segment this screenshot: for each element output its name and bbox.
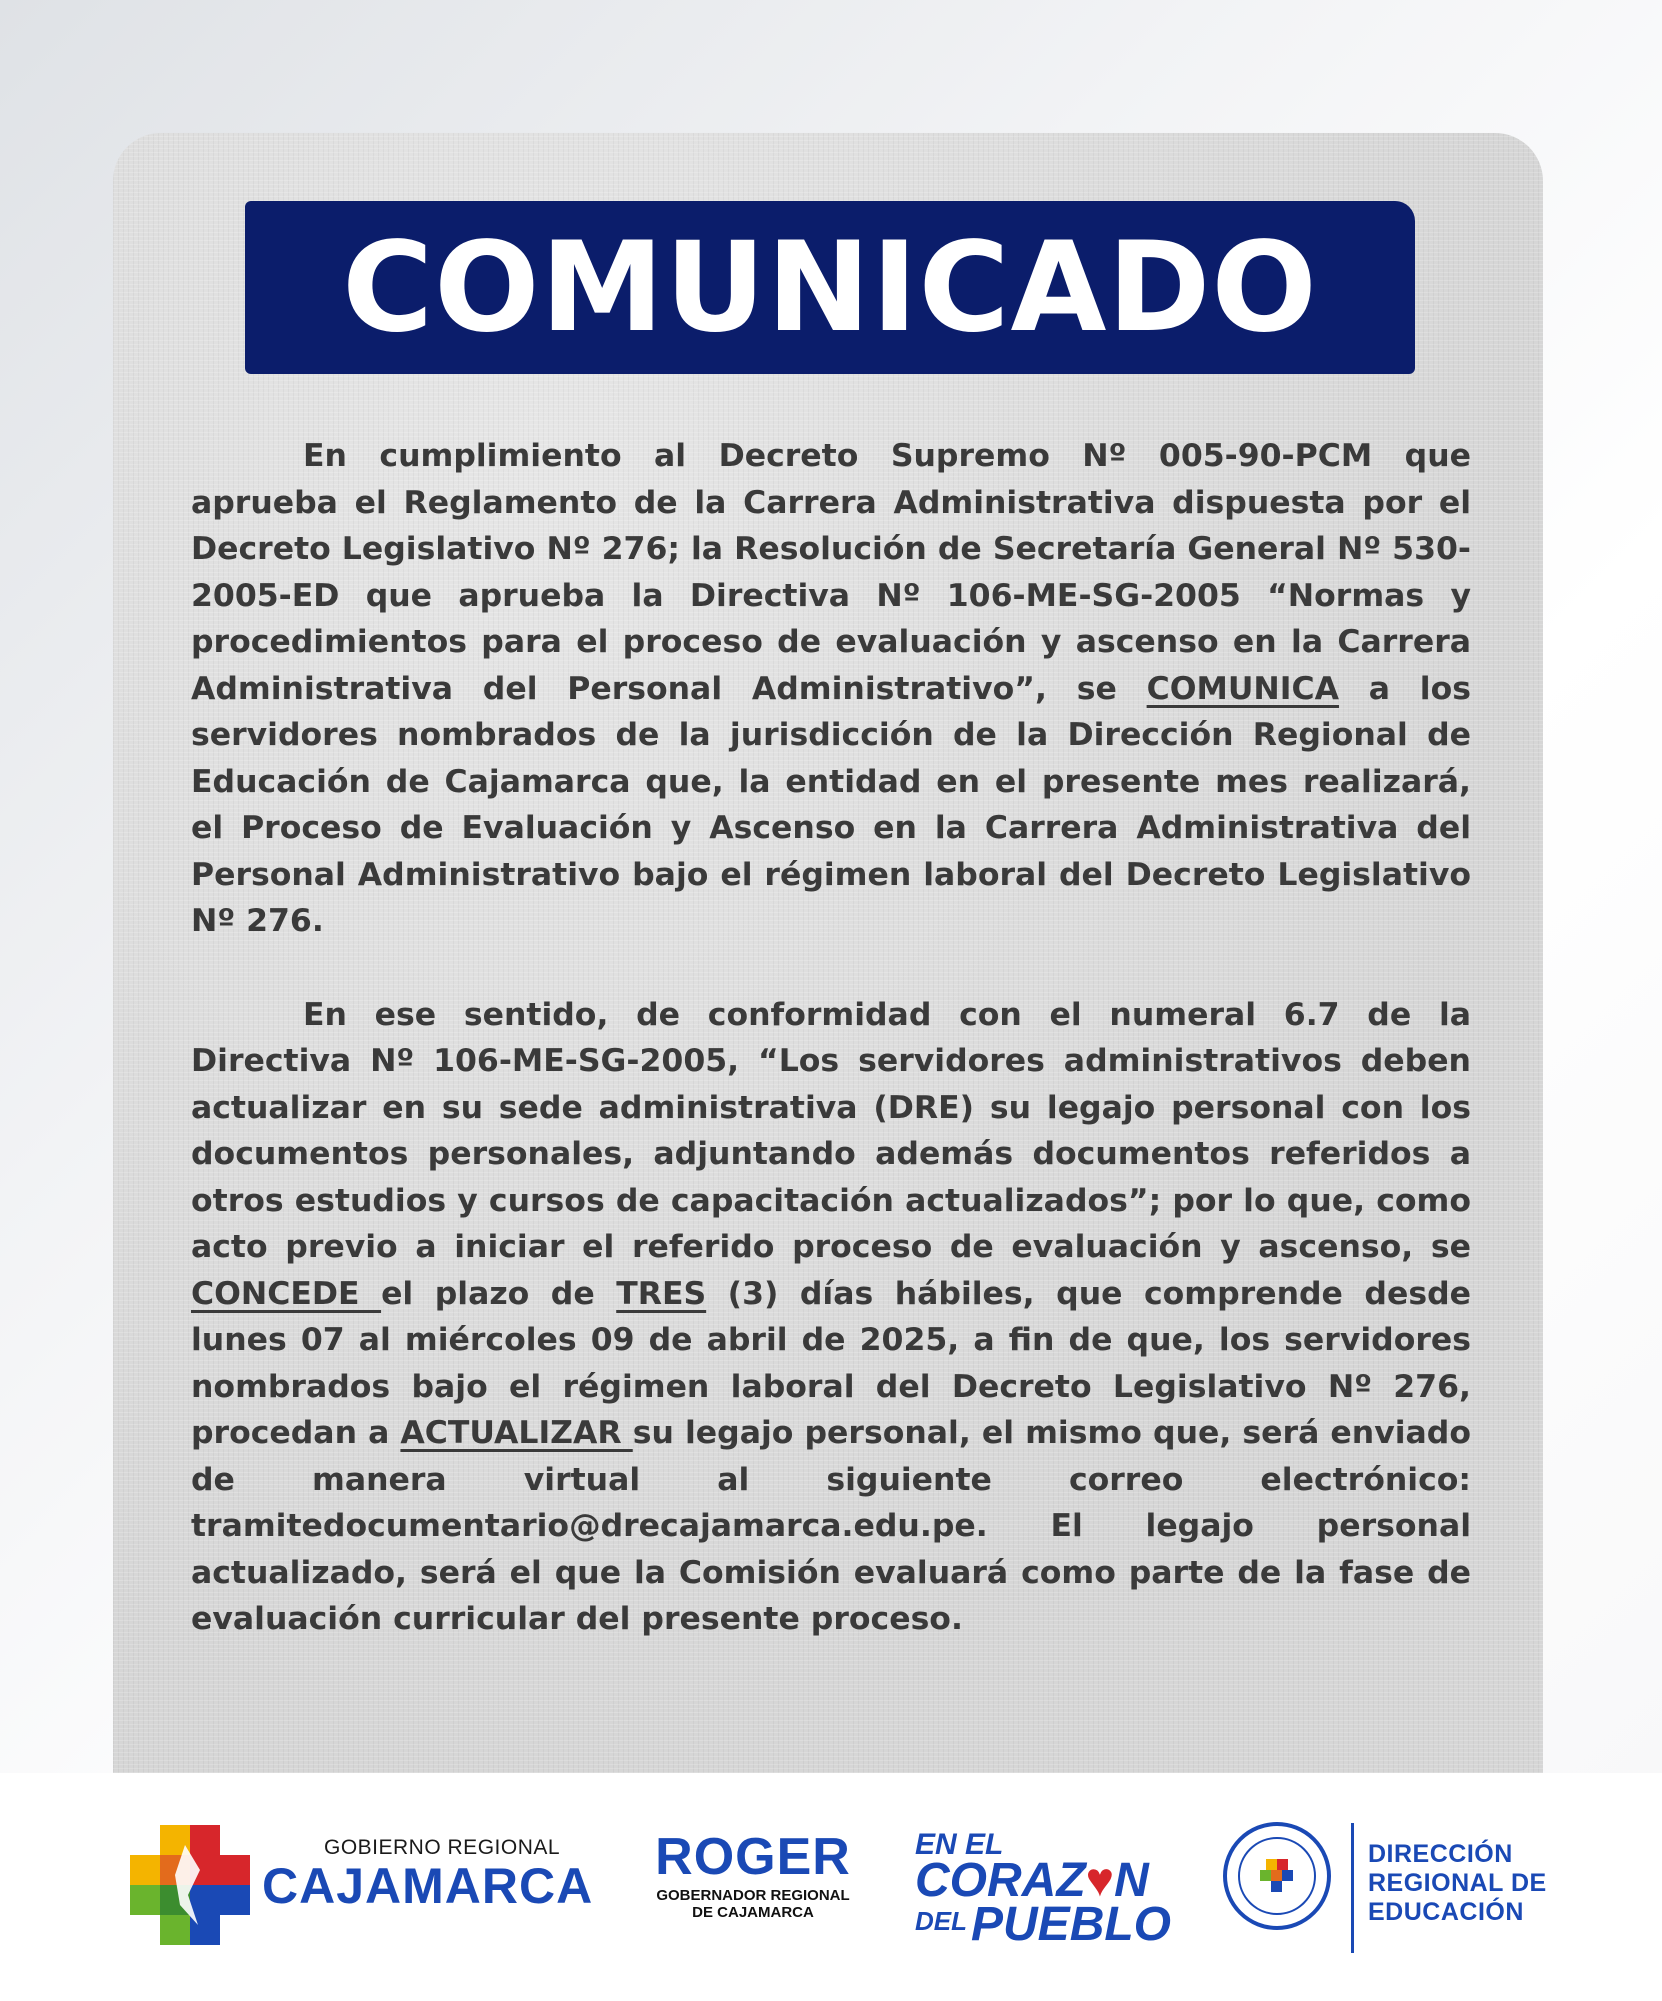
corazon-line-2: CORAZ♥N — [915, 1853, 1149, 1907]
gobierno-regional-label: GOBIERNO REGIONAL — [324, 1836, 561, 1859]
roger-name: ROGER — [655, 1828, 851, 1886]
footer-logos — [0, 1773, 1662, 2001]
cajamarca-label: CAJAMARCA — [262, 1858, 594, 1914]
corazon-line-3: $^{DEL}$PUEBLO — [915, 1897, 1172, 1951]
paragraph-2 — [191, 992, 1471, 1643]
dre-seal-icon — [1222, 1821, 1332, 1931]
p2-text-d: su legajo personal, el mismo que, será enviado de manera virtual al siguiente correo electrónico: tramitedocumentario@drecajamarca.edu.pe. El legajo personal actualizado, será el que la Comisión evaluará como parte de la fase de evaluación curricular del presente proceso. — [191, 1415, 1471, 1637]
title-banner — [245, 201, 1415, 374]
p1-emphasis-comunica: COMUNICA — [1146, 670, 1340, 707]
p2-emphasis-tres: TRES — [616, 1275, 707, 1312]
corazon-line-1: EN EL — [915, 1828, 1004, 1861]
p2-emphasis-concede: CONCEDE — [191, 1275, 382, 1312]
roger-wordmark — [648, 1828, 858, 1921]
p2-emphasis-actualizar: ACTUALIZAR — [400, 1415, 633, 1451]
p2-text-c: (3) días hábiles, que comprende desde lunes 07 al miércoles 09 de abril de 2025, a fin de que, los servidores nombrados bajo el régimen laboral del Decreto Legislativo Nº 276, procedan a — [191, 1275, 1471, 1451]
paper-background — [113, 133, 1543, 1773]
notice-body — [191, 433, 1471, 1643]
dre-wordmark: DIRECCIÓN REGIONAL DE EDUCACIÓN — [1368, 1840, 1547, 1926]
paragraph-1 — [191, 433, 1471, 945]
p2-text-b: el plazo de — [381, 1275, 617, 1312]
gobierno-regional-wordmark — [262, 1836, 592, 1913]
gobierno-regional-cross-icon — [130, 1825, 250, 1945]
logo-divider — [1351, 1823, 1354, 1953]
page-title: COMUNICADO — [342, 215, 1318, 360]
corazon-del-pueblo-wordmark — [915, 1828, 1172, 1951]
p2-text-a: En ese sentido, de conformidad con el numeral 6.7 de la Directiva Nº 106-ME-SG-2005, “Los servidores administrativos deben actualizar en su sede administrativa (DRE) su legajo personal con los documentos personales, adjuntando además documentos referidos a otros estudios y cursos de capacitación actualizados”; por lo que, como acto previo a iniciar el referido proceso de evaluación y ascenso, se — [191, 996, 1471, 1265]
roger-subtitle: GOBERNADOR REGIONAL DE CAJAMARCA — [656, 1887, 850, 1921]
p1-text-a: En cumplimiento al Decreto Supremo Nº 005-90-PCM que aprueba el Reglamento de la Carrera Administrativa dispuesta por el Decreto Legislativo Nº 276; la Resolución de Secretaría General Nº 530-2005-ED que aprueba la Directiva Nº 106-ME-SG-2005 “Normas y procedimientos para el proceso de evaluación y ascenso en la Carrera Administrativa del Personal Administrativo”, se — [191, 438, 1471, 707]
p1-text-b: a los servidores nombrados de la jurisdicción de la Dirección Regional de Educación de Cajamarca que, la entidad en el presente mes realizará, el Proceso de Evaluación y Ascenso en la Carrera Administrativa del Personal Administrativo bajo el régimen laboral del Decreto Legislativo Nº 276. — [191, 670, 1471, 939]
heart-icon: ♥ — [1085, 1853, 1115, 1907]
